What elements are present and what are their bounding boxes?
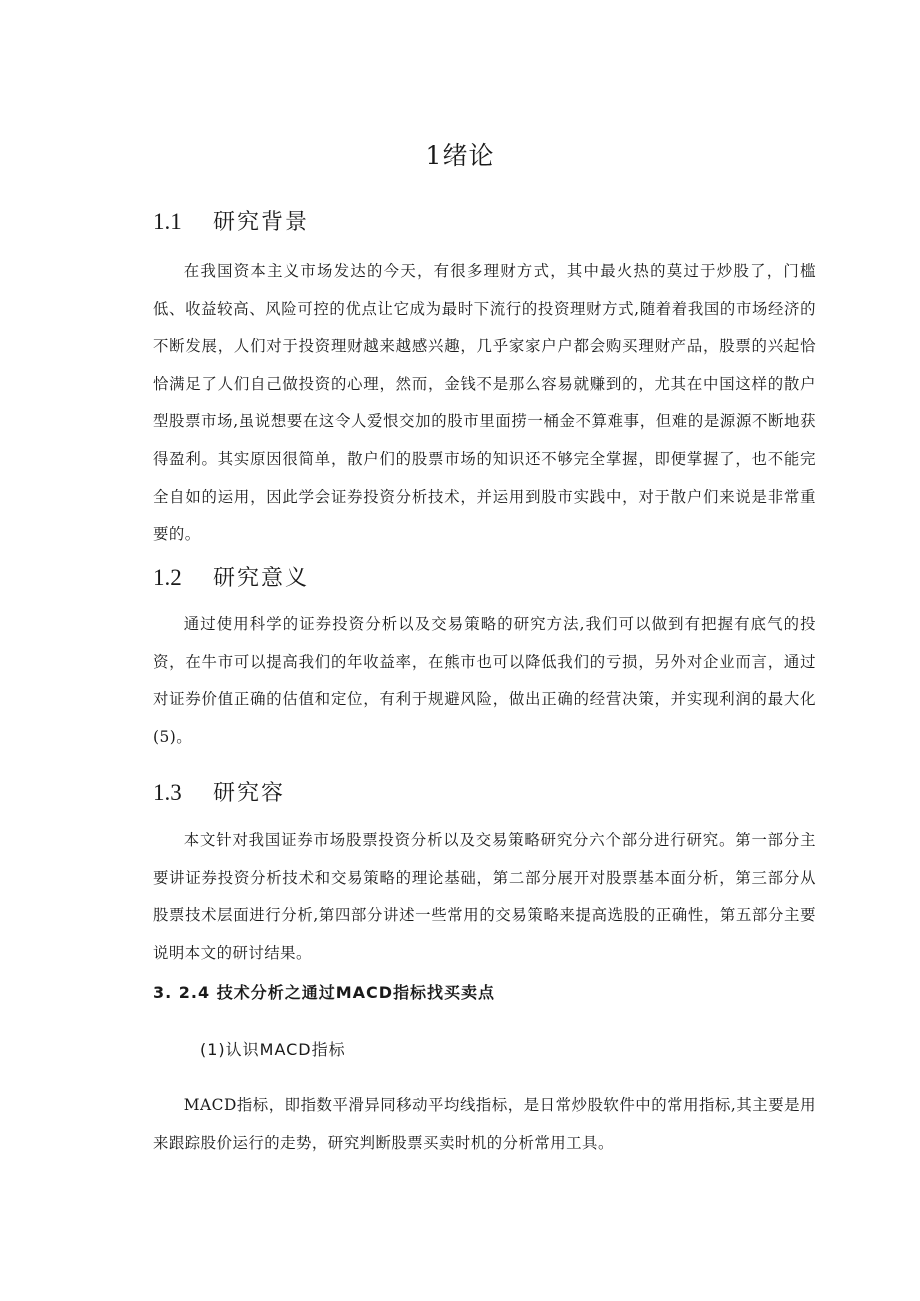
- section-paragraph-significance: 通过使用科学的证券投资分析以及交易策略的研究方法,我们可以做到有把握有底气的投资，在牛市可以提高我们的年收益率，在熊市也可以降低我们的亏损，另外对企业而言，通过对证券价值正确的估值和定位，有利于规避风险，做出正确的经营决策，并实现利润的最大化(5)。: [153, 615, 816, 746]
- section-title: 研究意义: [213, 566, 310, 591]
- section-heading-content: [153, 776, 285, 807]
- section-title: 研究容: [213, 781, 286, 806]
- subsection-heading: 3. 2.4 技术分析之通过MACD指标找买卖点: [153, 983, 496, 1002]
- section-paragraph-content: 本文针对我国证券市场股票投资分析以及交易策略研究分六个部分进行研究。第一部分主要讲证券投资分析技术和交易策略的理论基础，第二部分展开对股票基本面分析，第三部分从股票技术层面进行分析,第四部分讲述一些常用的交易策略来提高选股的正确性，第五部分主要说明本文的研讨结果。: [153, 831, 816, 962]
- section-number: 1.1: [153, 209, 182, 234]
- section-number: 1.3: [153, 780, 182, 805]
- subsection-paragraph: MACD指标，即指数平滑异同移动平均线指标，是日常炒股软件中的常用指标,其主要是用来跟踪股价运行的走势，研究判断股票买卖时机的分析常用工具。: [153, 1096, 816, 1152]
- section-paragraph-background: 在我国资本主义市场发达的今天，有很多理财方式，其中最火热的莫过于炒股了，门槛低、收益较高、风险可控的优点让它成为最时下流行的投资理财方式,随着着我国的市场经济的不断发展，人们对于投资理财越来越感兴趣，几乎家家户户都会购买理财产品，股票的兴起恰恰满足了人们自己做投资的心理，然而，金钱不是那么容易就赚到的，尤其在中国这样的散户型股票市场,虽说想要在这令人爱恨交加的股市里面捞一桶金不算难事，但难的是源源不断地获得盈利。其实原因很简单，散户们的股票市场的知识还不够完全掌握，即便掌握了，也不能完全自如的运用，因此学会证券投资分析技术，并运用到股市实践中，对于散户们来说是非常重要的。: [153, 262, 816, 544]
- section-heading-background: [153, 205, 309, 236]
- section-heading-significance: [153, 561, 309, 592]
- section-number: 1.2: [153, 565, 182, 590]
- subsection-item-heading: (1)认识MACD指标: [200, 1040, 346, 1059]
- chapter-title: 1绪论: [425, 141, 495, 170]
- section-title: 研究背景: [213, 210, 310, 235]
